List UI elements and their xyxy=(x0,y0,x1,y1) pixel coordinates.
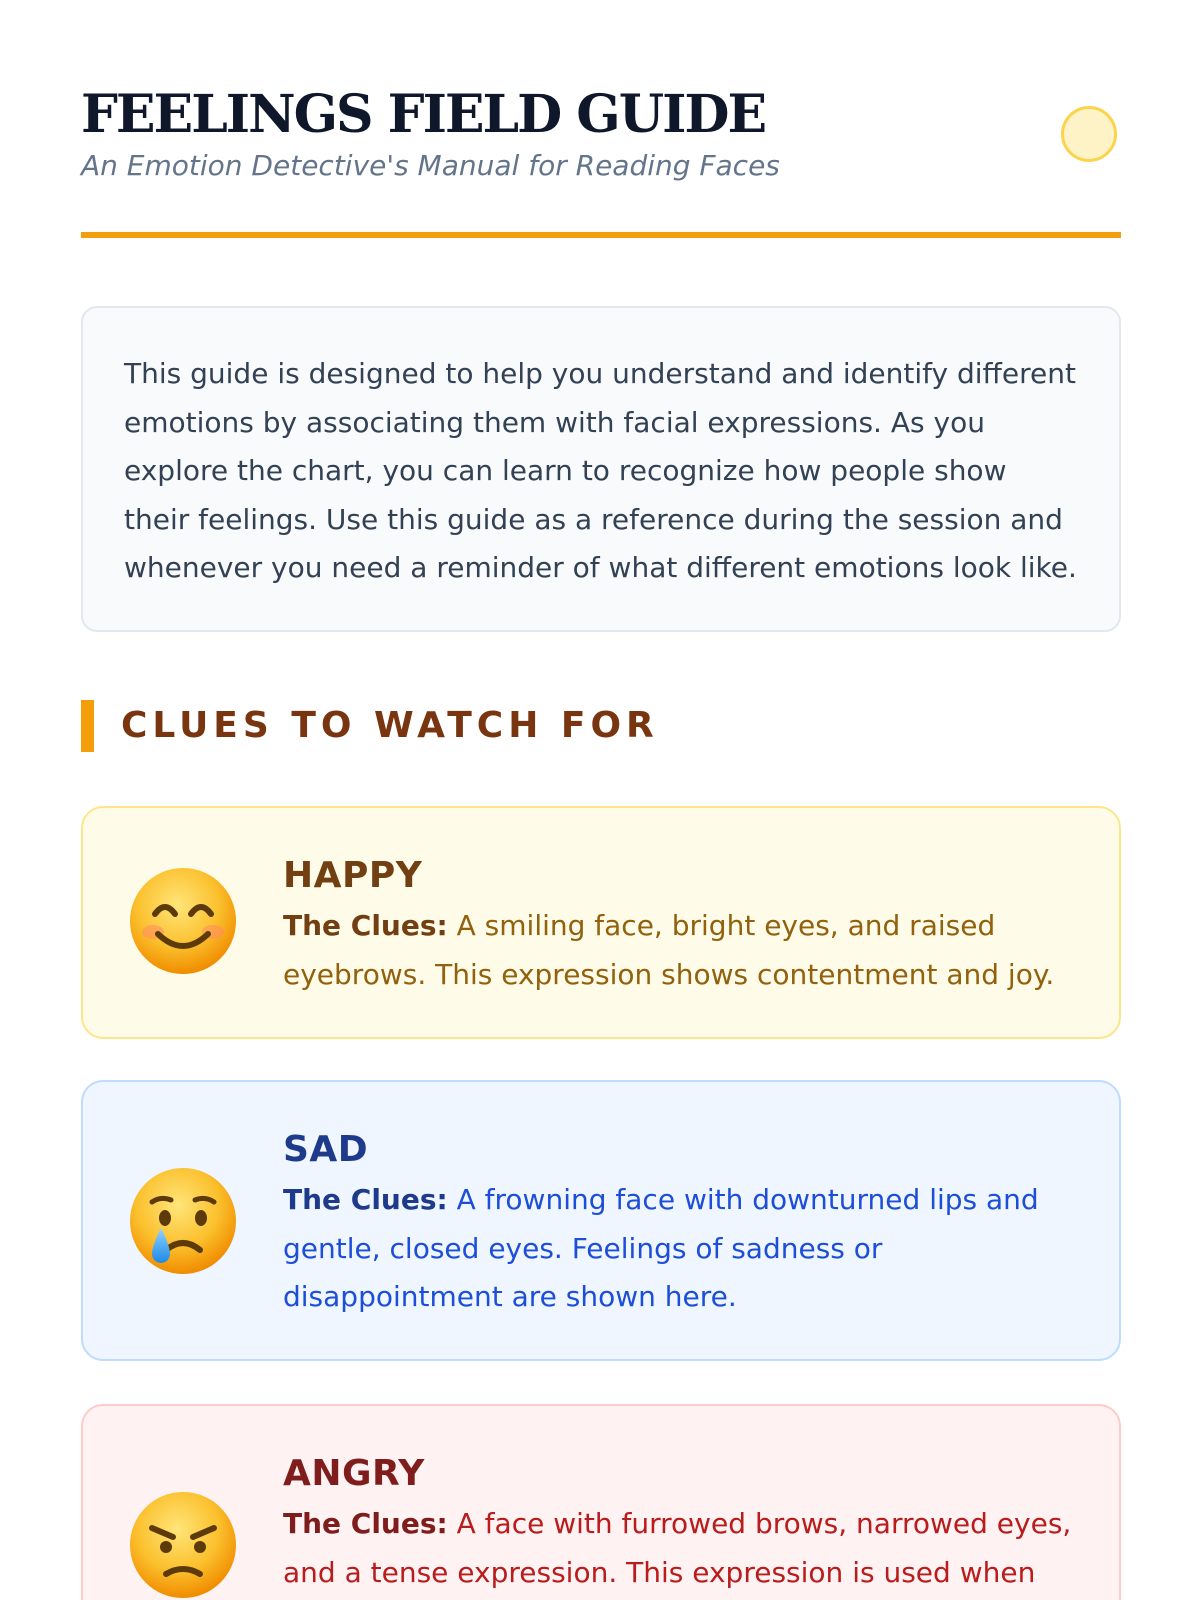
emotion-card-body xyxy=(283,1124,1083,1322)
clues-label: The Clues: xyxy=(283,909,448,942)
intro-text: This guide is designed to help you understand and identify different emotions by associating them with facial expressions. As you explore the chart, you can learn to recognize how people show their feelings. Use this guide as a reference during the session and whenever you need a reminder of what different emotions look like. xyxy=(124,357,1077,584)
clues-text: A face with furrowed brows, narrowed eyes, and a tense expression. This expression is used when xyxy=(283,1507,1072,1589)
clues-text: A smiling face, bright eyes, and raised eyebrows. This expression shows contentment and joy. xyxy=(283,909,1055,991)
angry-face-icon xyxy=(128,1490,238,1600)
header-divider xyxy=(81,232,1121,238)
intro-box xyxy=(81,306,1121,632)
header xyxy=(81,84,1121,186)
page-title: FEELINGS FIELD GUIDE xyxy=(81,84,766,145)
emotion-card-sad xyxy=(81,1080,1121,1361)
emotion-description xyxy=(283,1500,1083,1597)
clues-label: The Clues: xyxy=(283,1183,448,1216)
sun-circle-icon xyxy=(1061,106,1117,162)
emotion-description xyxy=(283,902,1083,999)
emotion-card-happy xyxy=(81,806,1121,1039)
emotion-name: HAPPY xyxy=(283,855,423,896)
emotion-description xyxy=(283,1176,1083,1322)
emotion-card-body xyxy=(283,850,1083,999)
smiling-face-icon xyxy=(128,866,238,976)
clues-text: A frowning face with downturned lips and gentle, closed eyes. Feelings of sadness or disappointment are shown here. xyxy=(283,1183,1039,1313)
emotion-card-body xyxy=(283,1448,1083,1597)
section-title: CLUES TO WATCH FOR xyxy=(121,705,659,746)
emotion-name: ANGRY xyxy=(283,1453,425,1494)
clues-label: The Clues: xyxy=(283,1507,448,1540)
section-heading xyxy=(81,700,1121,752)
page-subtitle: An Emotion Detective's Manual for Reading Faces xyxy=(81,149,780,182)
section-accent-bar xyxy=(81,700,94,752)
emotion-card-angry xyxy=(81,1404,1121,1600)
emotion-name: SAD xyxy=(283,1129,369,1170)
crying-face-icon xyxy=(128,1166,238,1276)
